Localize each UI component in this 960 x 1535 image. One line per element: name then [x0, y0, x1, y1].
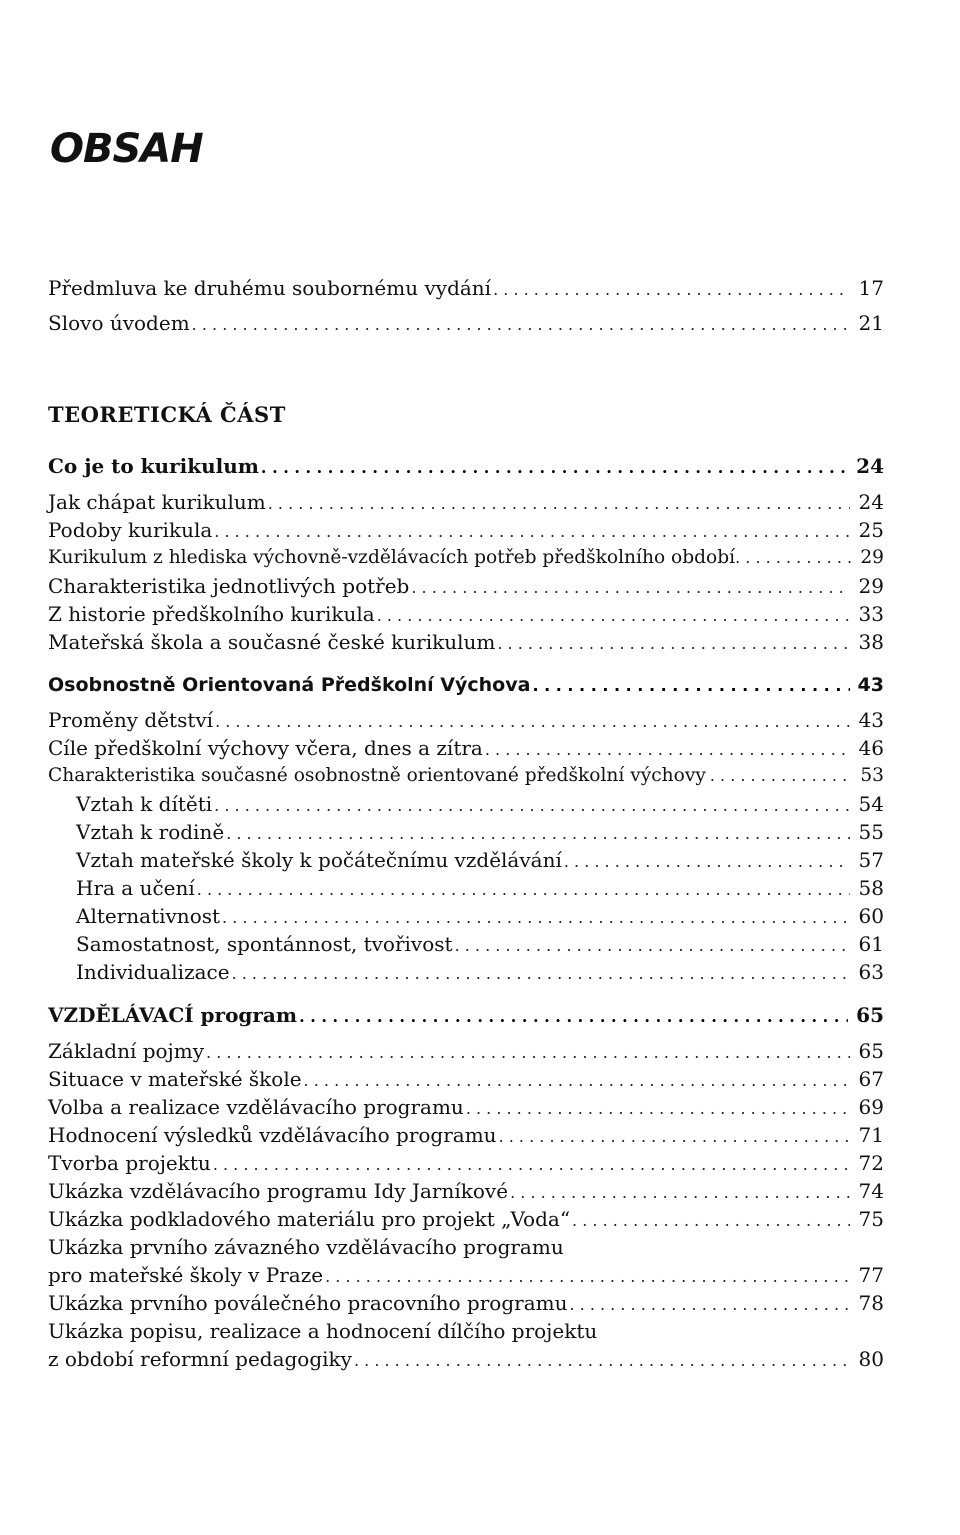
toc-entry	[48, 1037, 884, 1067]
toc-subentry	[76, 958, 884, 988]
dot-leader	[214, 790, 850, 820]
toc-entry-title: Jak chápat kurikulum	[48, 490, 266, 514]
dot-leader	[325, 1261, 850, 1291]
toc-entry-title: Osobnostně Orientovaná Předškolní Výchova	[48, 674, 531, 696]
toc-entry	[48, 1121, 884, 1151]
toc-entry	[48, 516, 884, 546]
toc-entry-page: 58	[858, 876, 884, 900]
dot-leader	[497, 628, 850, 658]
toc-entry-page: 60	[858, 904, 884, 928]
toc-entry	[48, 488, 884, 518]
page-title: OBSAH	[50, 126, 203, 172]
toc-entry-title: Cíle předškolní výchovy včera, dnes a zítra	[48, 736, 483, 760]
toc-entry-page: 53	[860, 765, 884, 786]
toc-entry-title: Předmluva ke druhému soubornému vydání	[48, 276, 492, 300]
toc-entry-page: 24	[856, 454, 884, 478]
toc-entry-page: 33	[858, 602, 884, 626]
toc-entry-title: Vztah k rodině	[76, 820, 225, 844]
toc-entry	[48, 274, 884, 304]
chapter-heading	[48, 1001, 884, 1031]
section-heading: TEORETICKÁ ČÁST	[48, 402, 286, 427]
toc-entry	[48, 544, 884, 572]
toc-entry-page: 24	[858, 490, 884, 514]
toc-entry	[48, 706, 884, 736]
toc-entry-page: 78	[858, 1291, 884, 1315]
toc-entry	[48, 1065, 884, 1095]
toc-entry-title: Situace v mateřské škole	[48, 1067, 302, 1091]
dot-leader	[572, 1205, 850, 1235]
dot-leader	[268, 488, 850, 518]
dot-leader	[710, 762, 852, 790]
toc-entry-page: 74	[858, 1179, 884, 1203]
toc-entry	[48, 1205, 884, 1235]
toc-subentry	[76, 846, 884, 876]
dot-leader	[377, 600, 850, 630]
toc-entry-title: Ukázka podkladového materiálu pro projekt „Voda“	[48, 1207, 571, 1231]
dot-leader	[354, 1345, 850, 1375]
toc-entry-page: 21	[858, 311, 884, 335]
toc-entry-title: Hra a učení	[76, 876, 195, 900]
dot-leader	[232, 958, 850, 988]
toc-entry	[48, 1345, 884, 1375]
toc-entry-page: 63	[858, 960, 884, 984]
dot-leader	[214, 516, 850, 546]
toc-entry-page: 17	[858, 276, 884, 300]
toc-entry-title: Individualizace	[76, 960, 230, 984]
toc-entry-title: Z historie předškolního kurikula	[48, 602, 375, 626]
toc-entry-first-line: Ukázka prvního závazného vzdělávacího programu	[48, 1235, 564, 1259]
toc-entry-title: Slovo úvodem	[48, 311, 190, 335]
toc-entry-title: Proměny dětství	[48, 708, 214, 732]
dot-leader	[304, 1065, 850, 1095]
toc-subentry	[76, 930, 884, 960]
toc-entry-page: 77	[858, 1263, 884, 1287]
toc-entry-page: 29	[860, 547, 884, 568]
dot-leader	[213, 1149, 850, 1179]
toc-entry-title: pro mateřské školy v Praze	[48, 1263, 324, 1287]
dot-leader	[261, 452, 848, 482]
toc-entry-title: Volba a realizace vzdělávacího programu	[48, 1095, 464, 1119]
toc-entry-page: 75	[858, 1207, 884, 1231]
dot-leader	[222, 902, 850, 932]
toc-entry-page: 71	[858, 1123, 884, 1147]
dot-leader	[197, 874, 850, 904]
toc-entry-title: z období reformní pedagogiky	[48, 1347, 352, 1371]
toc-entry	[48, 734, 884, 764]
toc-subentry	[76, 874, 884, 904]
toc-entry-page: 61	[858, 932, 884, 956]
toc-entry-title: Vztah k dítěti	[76, 792, 213, 816]
toc-entry-title: Charakteristika jednotlivých potřeb	[48, 574, 410, 598]
toc-entry-title: Alternativnost	[76, 904, 221, 928]
dot-leader	[493, 274, 850, 304]
toc-entry-title: Co je to kurikulum	[48, 454, 259, 478]
toc-subentry	[76, 790, 884, 820]
toc-entry-page: 72	[858, 1151, 884, 1175]
toc-entry-title: Základní pojmy	[48, 1039, 205, 1063]
toc-entry-page: 46	[858, 736, 884, 760]
dot-leader	[735, 544, 852, 572]
toc-entry-page: 43	[857, 674, 884, 696]
toc-entry-page: 69	[858, 1095, 884, 1119]
toc-entry-page: 29	[858, 574, 884, 598]
toc-entry	[48, 572, 884, 602]
toc-entry	[48, 1289, 884, 1319]
toc-entry-title: Kurikulum z hlediska výchovně-vzdělávacích potřeb předškolního období	[48, 547, 736, 568]
toc-entry-title: VZDĚLÁVACÍ program	[48, 1003, 298, 1027]
toc-entry-title: Charakteristika současné osobnostně orientované předškolní výchovy	[48, 765, 706, 786]
toc-entry-page: 57	[858, 848, 884, 872]
dot-leader	[455, 930, 850, 960]
toc-entry-title: Ukázka vzdělávacího programu Idy Jarníkové	[48, 1179, 509, 1203]
toc-entry-title: Podoby kurikula	[48, 518, 213, 542]
chapter-heading	[48, 452, 884, 482]
chapter-heading	[48, 671, 884, 700]
dot-leader	[215, 706, 850, 736]
dot-leader	[411, 572, 850, 602]
toc-entry	[48, 1149, 884, 1179]
toc-entry-page: 55	[858, 820, 884, 844]
dot-leader	[299, 1001, 848, 1031]
toc-entry-title: Vztah mateřské školy k počátečnímu vzdělávání	[76, 848, 562, 872]
toc-entry-title: Samostatnost, spontánnost, tvořivost	[76, 932, 453, 956]
toc-entry-page: 67	[858, 1067, 884, 1091]
dot-leader	[466, 1093, 850, 1123]
toc-entry-title: Ukázka prvního poválečného pracovního programu	[48, 1291, 568, 1315]
toc-entry-page: 25	[858, 518, 884, 542]
toc-subentry	[76, 818, 884, 848]
toc-entry	[48, 600, 884, 630]
toc-entry-page: 65	[858, 1039, 884, 1063]
toc-entry-page: 80	[858, 1347, 884, 1371]
dot-leader	[192, 309, 850, 339]
toc-entry	[48, 762, 884, 790]
toc-entry	[48, 1261, 884, 1291]
dot-leader	[564, 846, 850, 876]
toc-entry-page: 65	[856, 1003, 884, 1027]
toc-entry-title: Mateřská škola a současné české kurikulum	[48, 630, 496, 654]
toc-entry-page: 54	[858, 792, 884, 816]
toc-entry	[48, 1093, 884, 1123]
dot-leader	[226, 818, 850, 848]
toc-entry	[48, 309, 884, 339]
toc-entry	[48, 628, 884, 658]
dot-leader	[532, 671, 849, 700]
dot-leader	[510, 1177, 850, 1207]
dot-leader	[499, 1121, 850, 1151]
toc-entry	[48, 1177, 884, 1207]
dot-leader	[206, 1037, 850, 1067]
dot-leader	[569, 1289, 850, 1319]
dot-leader	[485, 734, 850, 764]
toc-entry-page: 38	[858, 630, 884, 654]
toc-entry-title: Hodnocení výsledků vzdělávacího programu	[48, 1123, 497, 1147]
toc-entry-page: 43	[858, 708, 884, 732]
toc-entry-title: Tvorba projektu	[48, 1151, 211, 1175]
toc-subentry	[76, 902, 884, 932]
toc-entry-first-line: Ukázka popisu, realizace a hodnocení dílčího projektu	[48, 1319, 598, 1343]
